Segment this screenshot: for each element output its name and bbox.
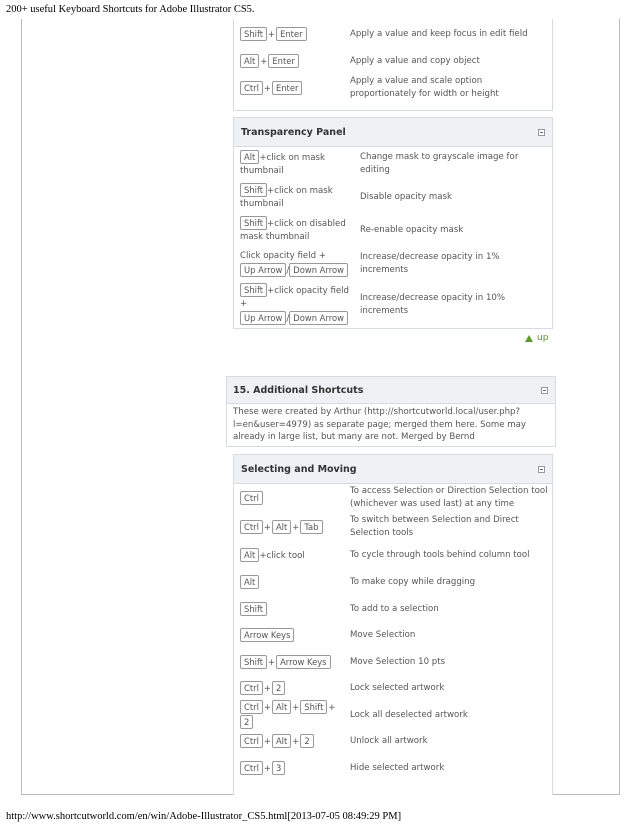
shift-key: Shift xyxy=(240,283,267,297)
alt-key: Alt xyxy=(240,548,259,562)
editing-panel-continuation xyxy=(233,19,553,111)
shortcut-row xyxy=(234,569,552,596)
section-title: 15. Additional Shortcuts xyxy=(233,384,364,396)
transparency-panel xyxy=(233,117,553,329)
shortcut-row: Ctrl + Alt + Tab To switch between Selection and Direct Selection tools xyxy=(234,512,552,542)
shortcut-row: Shift + Enter Apply a value and keep focus in edit field xyxy=(234,19,552,49)
key-separator: / xyxy=(286,314,290,324)
enter-key: Enter xyxy=(268,54,298,68)
shortcut-text: +click tool xyxy=(259,551,305,561)
shortcut-description: Change mask to grayscale image for editing xyxy=(360,152,519,175)
down-arrow-key: Down Arrow xyxy=(289,311,348,325)
shortcut-description: Hide selected artwork xyxy=(350,762,445,773)
selecting-moving-panel xyxy=(233,454,553,795)
shortcut-description: To make copy while dragging xyxy=(350,577,476,587)
shortcut-row xyxy=(234,147,552,181)
shortcut-row xyxy=(234,542,552,569)
digit-key: 2 xyxy=(240,715,253,729)
shortcut-description: Re-enable opacity mask xyxy=(360,224,464,235)
shortcut-row xyxy=(234,281,552,328)
shortcut-description: Unlock all artwork xyxy=(350,736,428,746)
arrow-keys-key: Arrow Keys xyxy=(276,655,330,669)
shift-key: Shift xyxy=(300,700,327,714)
section-header[interactable] xyxy=(227,377,555,404)
shortcut-description: Lock selected artwork xyxy=(350,683,445,693)
tab-key: Tab xyxy=(300,520,322,534)
ctrl-key: Ctrl xyxy=(240,700,263,714)
additional-shortcuts-section xyxy=(226,376,556,447)
shortcut-text: +click on disabled mask thumbnail xyxy=(240,219,346,242)
key-separator: / xyxy=(286,266,290,276)
digit-key: 2 xyxy=(272,681,285,695)
ctrl-key: Ctrl xyxy=(240,520,263,534)
up-arrow-icon xyxy=(525,335,533,342)
shortcut-description: Apply a value and keep focus in edit field xyxy=(350,28,528,39)
alt-key: Alt xyxy=(272,700,291,714)
shortcut-row xyxy=(234,484,552,512)
shortcut-row xyxy=(234,181,552,213)
panel-title: Selecting and Moving xyxy=(241,463,357,475)
shortcut-text: +click on mask thumbnail xyxy=(240,153,326,176)
shortcut-row: Alt + Enter Apply a value and copy object xyxy=(234,49,552,73)
shortcut-description: Increase/decrease opacity in 1% increments xyxy=(360,252,500,275)
shortcut-description: Move Selection 10 pts xyxy=(350,656,446,667)
ctrl-key: Ctrl xyxy=(240,491,263,505)
shortcut-text: +click on mask thumbnail xyxy=(240,186,333,209)
shortcut-row xyxy=(234,622,552,649)
shortcut-row xyxy=(234,596,552,622)
ctrl-key: Ctrl xyxy=(240,681,263,695)
shortcut-row: Ctrl + Enter Apply a value and scale option proportionately for width or height xyxy=(234,73,552,103)
shortcut-description: To add to a selection xyxy=(350,603,439,614)
arrow-keys-key: Arrow Keys xyxy=(240,628,294,642)
collapse-icon[interactable] xyxy=(541,387,548,394)
enter-key: Enter xyxy=(276,27,306,41)
shortcut-description: To switch between Selection and Direct Selection tools xyxy=(350,515,519,538)
shortcut-description: Move Selection xyxy=(350,630,416,640)
shortcut-description: Lock all deselected artwork xyxy=(350,709,468,720)
panel-title: Transparency Panel xyxy=(241,126,346,138)
ctrl-key: Ctrl xyxy=(240,81,263,95)
collapse-icon[interactable] xyxy=(538,129,545,136)
shortcut-row: Ctrl + Alt + Shift +2 Lock all deselected artwork xyxy=(234,702,552,728)
shortcut-row: Ctrl + Alt + 2 Unlock all artwork xyxy=(234,728,552,755)
shift-key: Shift xyxy=(240,183,267,197)
shortcut-description: Increase/decrease opacity in 10% increments xyxy=(360,292,506,316)
shortcut-row: Ctrl + 3 Hide selected artwork xyxy=(234,755,552,781)
up-link-label: up xyxy=(537,333,549,343)
up-link[interactable] xyxy=(525,333,548,343)
shortcut-row xyxy=(234,247,552,281)
shortcut-text: Click opacity field + xyxy=(240,251,326,261)
shortcut-row: Shift + Arrow Keys Move Selection 10 pts xyxy=(234,649,552,675)
shortcut-text: +click opacity field + xyxy=(240,286,350,309)
collapse-icon[interactable] xyxy=(538,466,545,473)
print-header: 200+ useful Keyboard Shortcuts for Adobe Illustrator CS5. xyxy=(6,4,255,15)
down-arrow-key: Down Arrow xyxy=(289,263,348,277)
shortcut-description: To access Selection or Direction Selection tool (whichever was used last) at any time xyxy=(350,486,548,509)
panel-header[interactable] xyxy=(234,118,552,147)
alt-key: Alt xyxy=(240,575,259,589)
digit-key: 2 xyxy=(300,734,313,748)
section-description: These were created by Arthur (http://shortcutworld.local/user.php?l=en&user=4979) as separate page; merged them here. Some may already in large list, but many are not. Merged by Bernd xyxy=(233,407,526,442)
shortcut-description: Apply a value and copy object xyxy=(350,55,480,66)
shortcut-row xyxy=(234,213,552,247)
shortcut-row: Ctrl + 2 Lock selected artwork xyxy=(234,675,552,702)
enter-key: Enter xyxy=(272,81,302,95)
shortcut-description: Disable opacity mask xyxy=(360,191,452,202)
alt-key: Alt xyxy=(240,150,259,164)
ctrl-key: Ctrl xyxy=(240,734,263,748)
up-arrow-key: Up Arrow xyxy=(240,311,286,325)
digit-key: 3 xyxy=(272,761,285,775)
shift-key: Shift xyxy=(240,216,267,230)
up-arrow-key: Up Arrow xyxy=(240,263,286,277)
shortcut-description: Apply a value and scale option proportionately for width or height xyxy=(350,76,499,99)
ctrl-key: Ctrl xyxy=(240,761,263,775)
shift-key: Shift xyxy=(240,655,267,669)
alt-key: Alt xyxy=(272,520,291,534)
print-footer: http://www.shortcutworld.com/en/win/Adobe-Illustrator_CS5.html[2013-07-05 08:49:29 PM] xyxy=(6,811,402,822)
shift-key: Shift xyxy=(240,27,267,41)
shift-key: Shift xyxy=(240,602,267,616)
alt-key: Alt xyxy=(272,734,291,748)
panel-header[interactable] xyxy=(234,455,552,484)
alt-key: Alt xyxy=(240,54,259,68)
shortcut-description: To cycle through tools behind column tool xyxy=(350,550,530,560)
